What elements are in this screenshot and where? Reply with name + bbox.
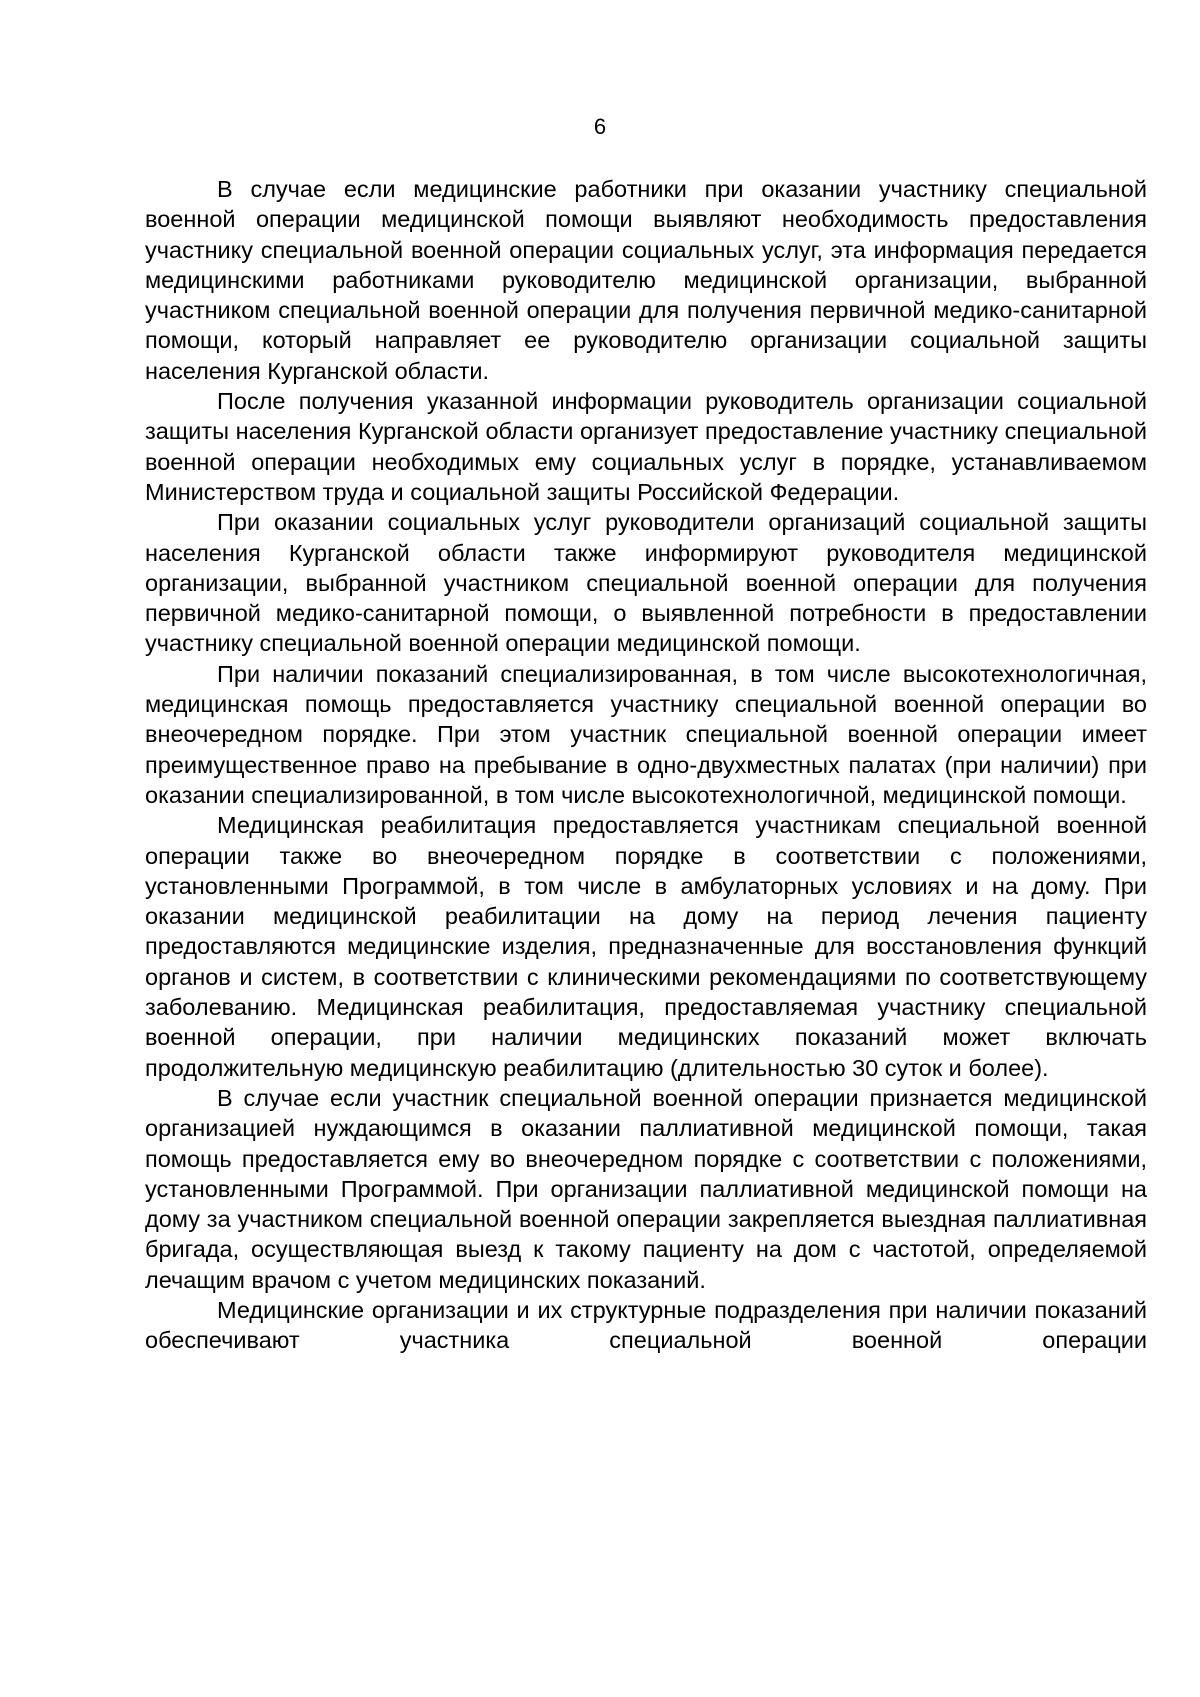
paragraph-social-services-referral: В случае если медицинские работники при оказании участнику специальной военной операции медицинской помощи выявляют необходимость предоставления участнику специальной военной операции социальных услуг, эта информация передается медицинскими работниками руководителю медицинской организации, выбранной участником специальной военной операции для получения первичной медико-санитарной помощи, который направляет ее руководителю организации социальной защиты населения Курганской области. (145, 176, 1147, 384)
paragraph-medical-rehabilitation: Медицинская реабилитация предоставляется участникам специальной военной операции также во внеочередном порядке в соответствии с положениями, установленными Программой, в том числе в амбулаторных условиях и на дому. При оказании медицинской реабилитации на дому на период лечения пациенту предоставляются медицинские изделия, предназначенные для восстановления функций органов и систем, в соответствии с клиническими рекомендациями по соответствующему заболеванию. Медицинская реабилитация, предоставляемая участнику специальной военной операции, при наличии медицинских показаний может включать продолжительную медицинскую реабилитацию (длительностью 30 суток и более). (145, 812, 1147, 1081)
paragraph-palliative-care: В случае если участник специальной военной операции признается медицинской организацией нуждающимся в оказании паллиативной медицинской помощи, такая помощь предоставляется ему во внеочередном порядке с соответствии с положениями, установленными Программой. При организации паллиативной медицинской помощи на дому за участником специальной военной операции закрепляется выездная паллиативная бригада, осуществляющая выезд к такому пациенту на дом с частотой, определяемой лечащим врачом с учетом медицинских показаний. (145, 1084, 1147, 1293)
page-number: 6 (593, 114, 607, 139)
paragraph-medical-organizations: Медицинские организации и их структурные подразделения при наличии показаний обеспечивают участника специальной военной операции (145, 1296, 1147, 1354)
paragraph-specialized-care: При наличии показаний специализированная, в том числе высокотехнологичная, медицинская помощь предоставляется участнику специальной военной операции во внеочередном порядке. При этом участник специальной военной операции имеет преимущественное право на пребывание в одно-двухместных палатах (при наличии) при оказании специализированной, в том числе высокотехнологичной, медицинской помощи. (145, 660, 1147, 808)
body-text (145, 174, 1147, 1356)
paragraph-social-services-provision: После получения указанной информации руководитель организации социальной защиты населения Курганской области организует предоставление участнику специальной военной операции необходимых ему социальных услуг в порядке, устанавливаемом Министерством труда и социальной защиты Российской Федерации. (145, 388, 1147, 505)
paragraph-medical-need-notification: При оказании социальных услуг руководители организаций социальной защиты населения Курганской области также информируют руководителя медицинской организации, выбранной участником специальной военной операции для получения первичной медико-санитарной помощи, о выявленной потребности в предоставлении участнику специальной военной операции медицинской помощи. (145, 509, 1147, 657)
